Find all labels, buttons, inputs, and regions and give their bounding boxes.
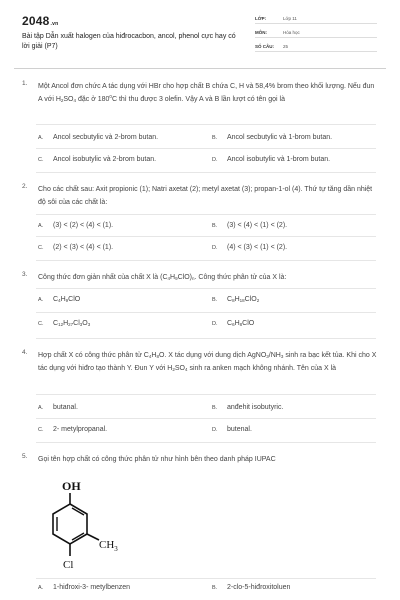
page-header [0, 0, 400, 66]
divider [36, 418, 376, 419]
question-text: Hợp chất X có công thức phân tử $C_4H_8O$. X tác dụng với dung dịch $AgNO_3/NH_3$ sinh ra bạc kết tủa. Khi cho X tác dụng với hiđro tạo thành Y. Đun Y với $H_2SO_4$ sinh ra anken mạch không nhánh. Tên của X là [38, 352, 377, 372]
divider [36, 172, 376, 173]
site-logo[interactable]: 2048.vn [22, 14, 59, 28]
divider [36, 214, 376, 215]
question-text: Gọi tên hợp chất có công thức phân tử như hình bên theo danh pháp IUPAC [38, 456, 276, 463]
meta-class: LỚP: Lớp 11 [255, 14, 377, 24]
cl-label: Cl [63, 559, 74, 571]
oh-label: OH [62, 479, 81, 493]
molecule-structure [38, 476, 138, 576]
meta-subject: MÔN: Hóa học [255, 28, 377, 38]
divider [36, 288, 376, 289]
divider [36, 312, 376, 313]
benzene-ring [53, 504, 87, 544]
divider [36, 148, 376, 149]
divider [36, 124, 376, 125]
divider [36, 338, 376, 339]
divider [36, 578, 376, 579]
divider [36, 236, 376, 237]
document-title: Bài tập Dẫn xuất halogen của hiđrocacbon, ancol, phenol cực hay có lời giải (P7) [22, 33, 236, 50]
question-text: Công thức đơn giản nhất của chất X là $(C_4H_9ClO)_n$. Công thức phân tử của X là: [38, 274, 287, 281]
meta-question-count: SỐ CÂU: 25 [255, 42, 377, 52]
divider [36, 442, 376, 443]
question-text: Một Ancol đơn chức A tác dụng với HBr cho hợp chất B chứa C, H và 58,4% brom theo khối lượng. Nếu đun A với $H_2SO_4$ đặc ở $180^0C$ thì thu được 3 olefin. Vậy A và B lần lượt có tên gọi là [38, 83, 375, 103]
question-text: Cho các chất sau: Axit propionic (1); Natri axetat (2); metyl axetat (3); propan-1-ol (4). Thứ tự tăng dần nhiệt độ sôi của các chất là: [38, 186, 373, 206]
ch3-label: $CH_3$ [99, 539, 118, 553]
bond-ch3 [87, 534, 99, 540]
divider [36, 394, 376, 395]
divider [36, 260, 376, 261]
header-divider [14, 68, 386, 69]
